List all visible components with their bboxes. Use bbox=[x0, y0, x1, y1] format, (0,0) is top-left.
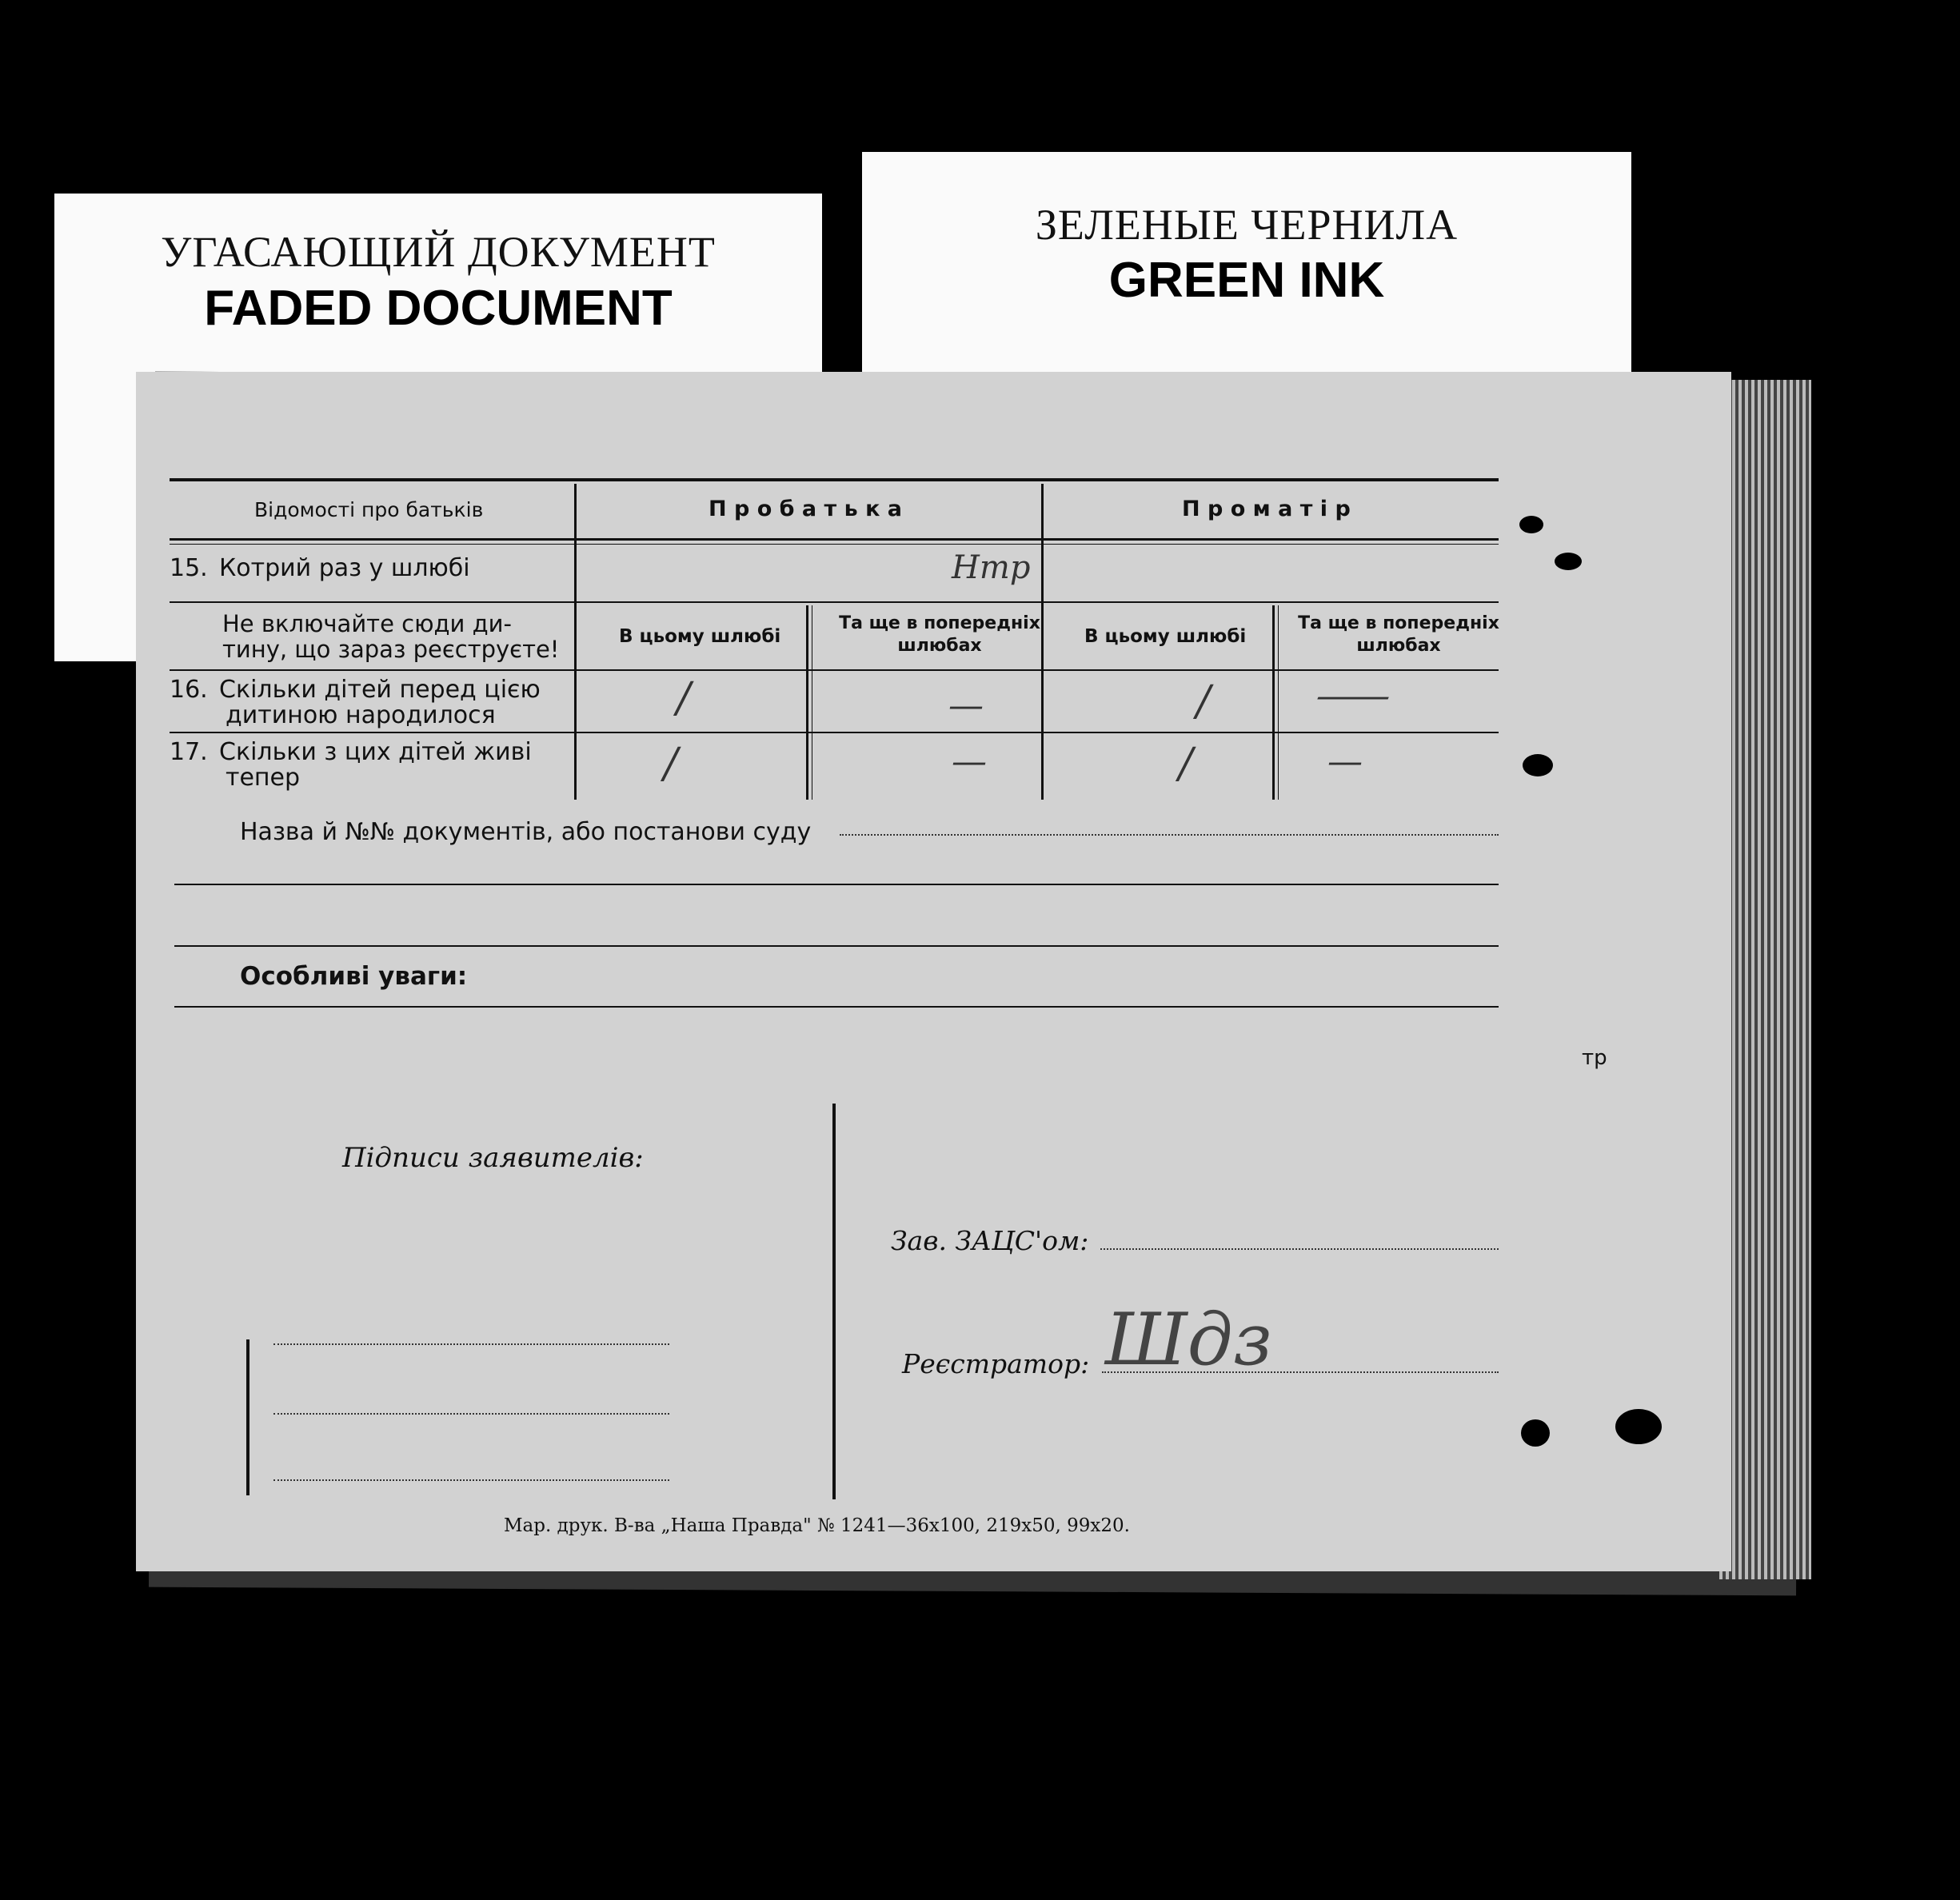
header-mother: П р о м а т і р bbox=[1182, 497, 1351, 521]
documents-rule-2 bbox=[174, 945, 1499, 947]
row16-father-prev: — bbox=[948, 685, 984, 726]
special-notes-label: Особливі уваги: bbox=[240, 962, 468, 991]
row17-line1: Скільки з цих дітей живі bbox=[219, 738, 532, 766]
table-top-rule bbox=[170, 478, 1499, 481]
signature-line-1 bbox=[273, 1343, 669, 1345]
header-father: П р о б а т ь к а bbox=[709, 497, 903, 521]
applicants-signatures-label: Підписи заявителів: bbox=[342, 1142, 644, 1174]
row16-mother-prev: — bbox=[1314, 676, 1392, 716]
registration-form-page bbox=[136, 372, 1731, 1571]
header-parents: Відомості про батьків bbox=[254, 498, 484, 521]
binding-hole-4 bbox=[1521, 1419, 1550, 1447]
row17-mother-this: / bbox=[1179, 740, 1193, 788]
row16-father-this: / bbox=[677, 674, 691, 722]
row17-father-this: / bbox=[664, 740, 678, 788]
faded-label-en: FADED DOCUMENT bbox=[204, 281, 673, 336]
green-ink-label bbox=[862, 152, 1631, 376]
father-prev-marriages-1: Та ще в попередніх bbox=[839, 613, 1040, 633]
printer-imprint: Мар. друк. В-ва „Наша Правда" № 1241—36х100, 219х50, 99х20. bbox=[504, 1515, 1130, 1536]
row17-mother-prev: — bbox=[1327, 741, 1363, 782]
binding-hole-1 bbox=[1519, 516, 1543, 533]
col-divider-mother bbox=[1272, 605, 1275, 800]
row17-number: 17. bbox=[170, 738, 208, 766]
signature-line-2 bbox=[273, 1413, 669, 1415]
head-zags-label: Зав. ЗАЦС'ом: bbox=[891, 1225, 1089, 1256]
note-rule bbox=[170, 669, 1499, 671]
green-label-en: GREEN INK bbox=[1108, 253, 1385, 308]
book-page-edges bbox=[1719, 380, 1811, 1579]
row15-label: Котрий раз у шлюбі bbox=[219, 554, 470, 582]
green-label-ru: ЗЕЛЕНЫЕ ЧЕРНИЛА bbox=[1035, 201, 1459, 249]
head-zags-line bbox=[1100, 1248, 1499, 1250]
registrar-signature: Шдз bbox=[1105, 1298, 1272, 1382]
faded-label-ru: УГАСАЮЩИЙ ДОКУМЕНТ bbox=[161, 228, 716, 276]
documents-dotted-line bbox=[840, 834, 1499, 836]
mother-prev-marriages-2: шлюбах bbox=[1356, 636, 1441, 656]
margin-mark: тр bbox=[1582, 1046, 1607, 1070]
binding-hole-5 bbox=[1615, 1409, 1662, 1444]
header-bottom-rule bbox=[170, 538, 1499, 541]
registrar-label: Реєстратор: bbox=[902, 1348, 1090, 1379]
documents-label: Назва й №№ документів, або постанови суду bbox=[240, 818, 812, 846]
note-line2: тину, що зараз реєструєте! bbox=[222, 636, 560, 663]
mother-prev-marriages-1: Та ще в попередніх bbox=[1298, 613, 1499, 633]
row15-rule bbox=[170, 601, 1499, 603]
row16-line1: Скільки дітей перед цією bbox=[219, 676, 541, 704]
binding-hole-3 bbox=[1523, 754, 1553, 776]
signature-brace bbox=[246, 1339, 249, 1495]
mother-this-marriage: В цьому шлюбі bbox=[1084, 626, 1247, 647]
header-bottom-rule-2 bbox=[170, 544, 1499, 545]
row16-mother-this: / bbox=[1196, 677, 1211, 725]
father-this-marriage: В цьому шлюбі bbox=[619, 626, 781, 647]
row15-father-value: Нтр bbox=[952, 549, 1031, 586]
special-notes-rule bbox=[174, 1006, 1499, 1008]
father-prev-marriages-2: шлюбах bbox=[897, 636, 982, 656]
documents-rule-1 bbox=[174, 884, 1499, 885]
row16-number: 16. bbox=[170, 676, 208, 704]
row16-line2: дитиною народилося bbox=[226, 701, 496, 729]
row16-rule bbox=[170, 732, 1499, 733]
signature-line-3 bbox=[273, 1479, 669, 1481]
signature-divider bbox=[832, 1104, 836, 1499]
col-divider-left bbox=[574, 484, 577, 800]
row15-number: 15. bbox=[170, 554, 208, 582]
note-line1: Не включайте сюди ди- bbox=[222, 610, 512, 637]
binding-hole-2 bbox=[1555, 553, 1582, 570]
col-divider-father bbox=[806, 605, 808, 800]
row17-line2: тепер bbox=[226, 764, 301, 792]
row17-father-prev: — bbox=[952, 741, 987, 782]
col-divider-mother-2 bbox=[1278, 605, 1279, 800]
